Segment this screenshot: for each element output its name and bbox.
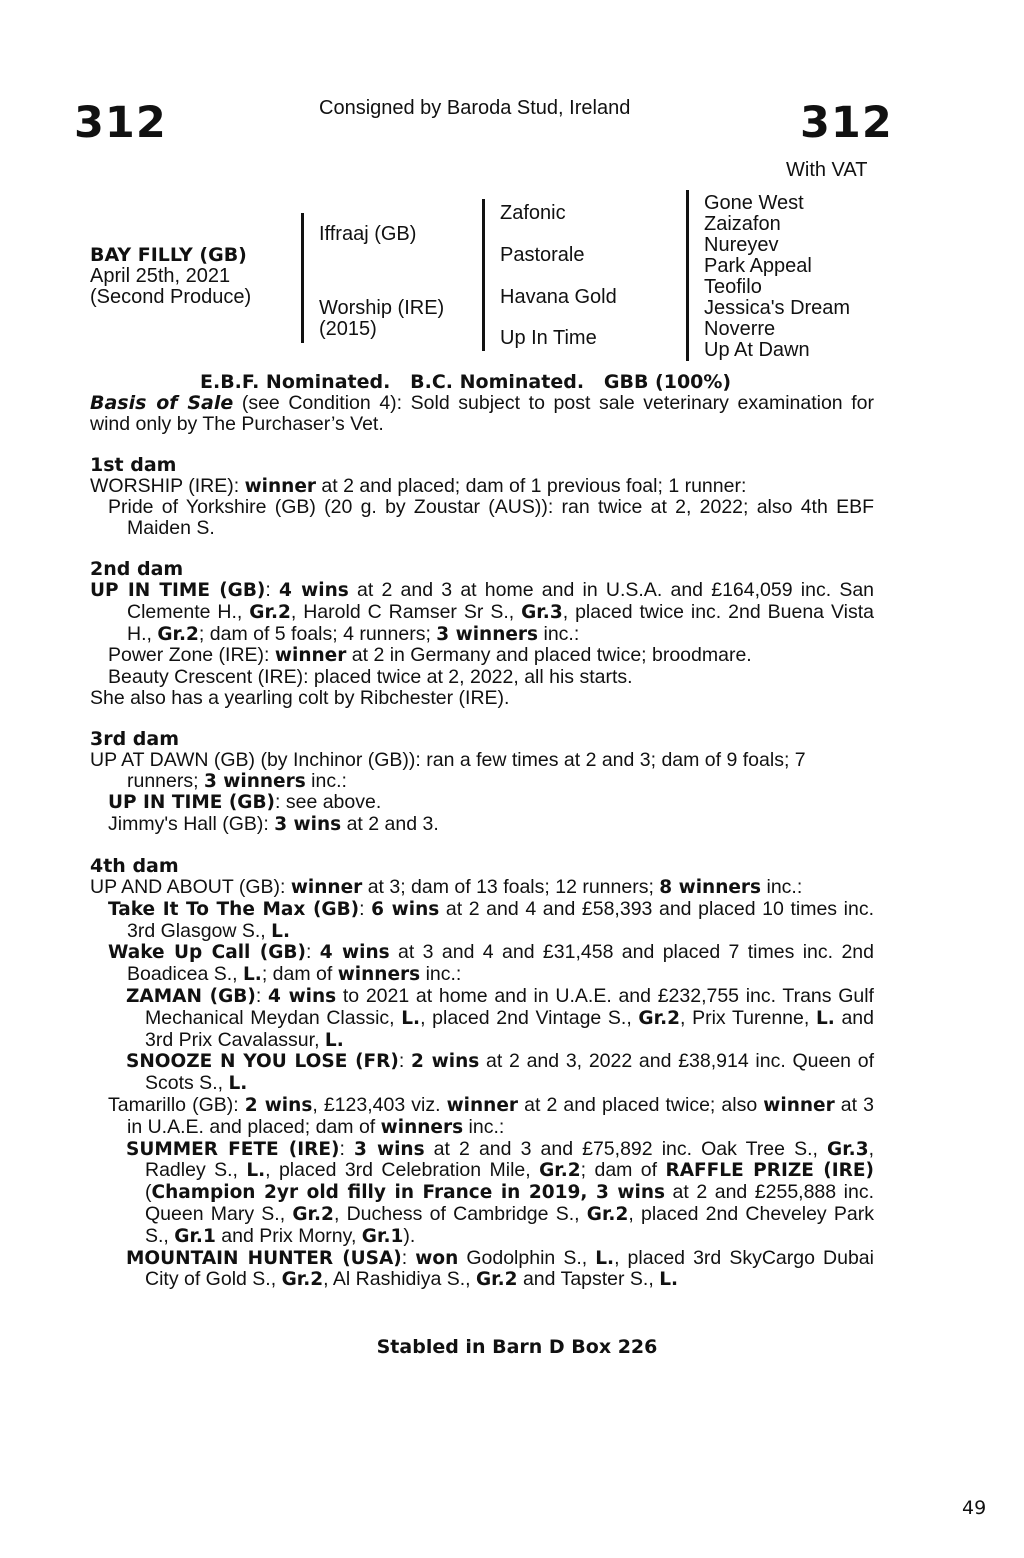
dam3-produce: UP IN TIME (GB): see above. xyxy=(108,791,382,814)
pedigree-gen2: Zafonic xyxy=(500,202,566,224)
stabled-location: Stabled in Barn D Box 226 xyxy=(376,1336,658,1358)
catalogue-body xyxy=(90,393,874,1291)
pedigree-gen3: Gone West Zaizafon Nureyev Park Appeal Teofilo Jessica's Dream Noverre Up At Dawn xyxy=(704,192,851,361)
horse-dob: April 25th, 2021 xyxy=(90,265,231,287)
horse-name: BAY FILLY (GB) xyxy=(90,244,247,266)
dam4-text: UP AND ABOUT (GB): winner at 3; dam of 13 foals; 12 runners; 8 winners inc.: xyxy=(90,875,803,898)
dam4-produce: Tamarillo (GB): 2 wins, £123,403 viz. winner at 2 and placed twice; also winner at 3 in U.A.E. and placed; dam of winners inc.: xyxy=(108,1093,874,1138)
section-4th-dam: 4th dam xyxy=(90,854,179,877)
vat-status: With VAT xyxy=(786,159,868,181)
pedigree-gen2: Up In Time xyxy=(500,327,597,349)
consignor: Consigned by Baroda Stud, Ireland xyxy=(319,97,631,119)
lot-number-left: 312 xyxy=(74,98,167,148)
dam4-produce: Wake Up Call (GB): 4 wins at 3 and 4 and £31,458 and placed 7 times inc. 2nd Boadicea S., L.; dam of winners inc.: xyxy=(108,941,874,986)
page-number: 49 xyxy=(962,1497,987,1519)
pedigree-dam: Worship (IRE) xyxy=(319,297,445,319)
basis-of-sale: Basis of Sale (see Condition 4): Sold subject to post sale veterinary examination for wind only by The Purchaser’s Vet. xyxy=(90,392,874,435)
section-1st-dam: 1st dam xyxy=(90,453,177,476)
dam4-grandproduce: ZAMAN (GB): 4 wins to 2021 at home and in U.A.E. and £232,755 inc. Trans Gulf Mechanical Meydan Classic, L., placed 2nd Vintage S., Gr.2, Prix Turenne, L. and 3rd Prix Cavalassur, L. xyxy=(126,984,874,1051)
dam4-produce: Take It To The Max (GB): 6 wins at 2 and 4 and £58,393 and placed 10 times inc. 3rd Glasgow S., L. xyxy=(108,897,874,942)
dam4-grandproduce: SNOOZE N YOU LOSE (FR): 2 wins at 2 and 3, 2022 and £38,914 inc. Queen of Scots S., L. xyxy=(126,1050,875,1095)
lot-number-right: 312 xyxy=(800,98,893,148)
dam2-note: She also has a yearling colt by Ribchester (IRE). xyxy=(90,686,510,709)
horse-produce: (Second Produce) xyxy=(90,286,252,308)
dam1-text: WORSHIP (IRE): winner at 2 and placed; dam of 1 previous foal; 1 runner: xyxy=(90,474,747,497)
pedigree-gen2: Havana Gold xyxy=(500,286,617,308)
dam2-text: UP IN TIME (GB): 4 wins at 2 and 3 at home and in U.S.A. and £164,059 inc. San Clemente H., Gr.2, Harold C Ramser Sr S., Gr.3, placed twice inc. 2nd Buena Vista H., Gr.2; dam of 5 foals; 4 runners; 3 winners inc.: xyxy=(90,578,875,645)
pedigree-bracket-1 xyxy=(301,213,304,343)
dam1-produce: Pride of Yorkshire (GB) (20 g. by Zoustar (AUS)): ran twice at 2, 2022; also 4th EBF Maiden S. xyxy=(108,496,874,540)
dam3-produce: Jimmy's Hall (GB): 3 wins at 2 and 3. xyxy=(108,813,439,836)
dam4-grandproduce: SUMMER FETE (IRE): 3 wins at 2 and 3 and £75,892 inc. Oak Tree S., Gr.3, Radley S., L., placed 3rd Celebration Mile, Gr.2; dam of RAFFLE PRIZE (IRE) (Champion 2yr old filly in France in 2019, 3 wins at 2 and £255,888 inc. Queen Mary S., Gr.2, Duchess of Cambridge S., Gr.2, placed 2nd Cheveley Park S., Gr.1 and Prix Morny, Gr.1). xyxy=(126,1137,875,1247)
section-2nd-dam: 2nd dam xyxy=(90,557,184,580)
section-3rd-dam: 3rd dam xyxy=(90,727,180,750)
dam3-text: UP AT DAWN (GB) (by Inchinor (GB)): ran a few times at 2 and 3; dam of 9 foals; 7 runners; 3 winners inc.: xyxy=(90,748,806,792)
pedigree-gen2: Pastorale xyxy=(500,244,585,266)
dam4-grandproduce: MOUNTAIN HUNTER (USA): won Godolphin S., L., placed 3rd SkyCargo Dubai City of Gold S., Gr.2, Al Rashidiya S., Gr.2 and Tapster S., L. xyxy=(126,1246,874,1291)
nominations: E.B.F. Nominated. B.C. Nominated. GBB (100%) xyxy=(200,371,732,393)
pedigree-bracket-2 xyxy=(482,199,485,351)
horse-identity xyxy=(90,245,251,308)
pedigree-sire: Iffraaj (GB) xyxy=(319,223,417,245)
pedigree-dam-year: (2015) xyxy=(319,318,377,340)
dam2-produce: Power Zone (IRE): winner at 2 in Germany and placed twice; broodmare. xyxy=(108,644,752,667)
pedigree-bracket-3 xyxy=(686,190,689,361)
dam2-produce: Beauty Crescent (IRE): placed twice at 2, 2022, all his starts. xyxy=(108,666,633,689)
